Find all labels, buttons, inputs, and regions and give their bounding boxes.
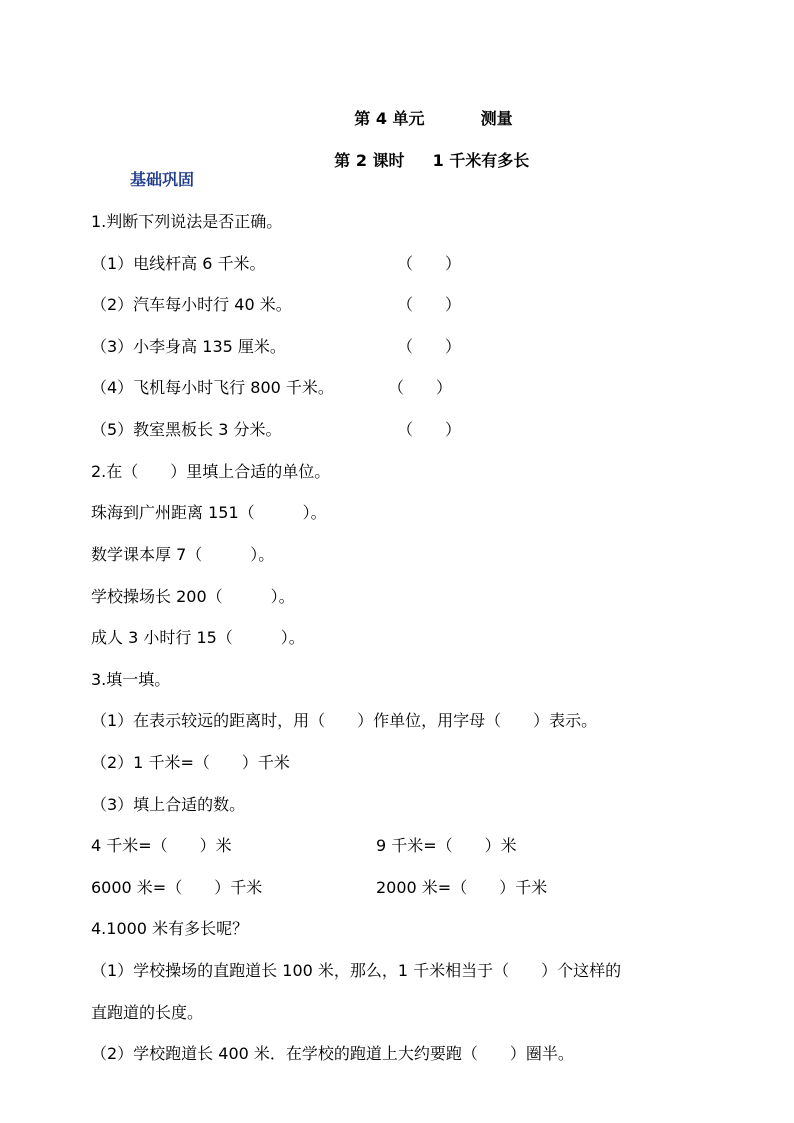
q1-answer-blank[interactable]: （ ） bbox=[397, 295, 462, 314]
lesson-name: 1 千米有多长 bbox=[432, 151, 530, 170]
q3-fill-right: 2000 米=（ ）千米 bbox=[376, 878, 548, 897]
q2-item: 数学课本厚 7（ ）。 bbox=[91, 545, 275, 564]
q1-item: （5）教室黑板长 3 分米。 bbox=[91, 420, 282, 439]
q2-item: 学校操场长 200（ ）。 bbox=[91, 587, 295, 606]
q2-title: 2.在（ ）里填上合适的单位。 bbox=[91, 462, 331, 481]
q3-fill-left: 4 千米=（ ）米 bbox=[91, 836, 232, 855]
unit-name: 测量 bbox=[480, 109, 513, 128]
q1-answer-blank[interactable]: （ ） bbox=[397, 420, 462, 439]
q1-answer-blank[interactable]: （ ） bbox=[388, 378, 453, 397]
q1-answer-blank[interactable]: （ ） bbox=[397, 337, 462, 356]
q2-item: 成人 3 小时行 15（ ）。 bbox=[91, 628, 305, 647]
q1-title: 1.判断下列说法是否正确。 bbox=[91, 212, 283, 231]
q1-item: （4）飞机每小时飞行 800 千米。 bbox=[91, 378, 334, 397]
q4-item: （1）学校操场的直跑道长 100 米，那么，1 千米相当于（ ）个这样的 bbox=[91, 961, 622, 980]
q4-item-continued: 直跑道的长度。 bbox=[91, 1003, 204, 1022]
q3-title: 3.填一填。 bbox=[91, 670, 171, 689]
q3-item: （3）填上合适的数。 bbox=[91, 795, 246, 814]
q3-fill-left: 6000 米=（ ）千米 bbox=[91, 878, 263, 897]
lesson-title bbox=[312, 128, 529, 194]
q3-item: （2）1 千米=（ ）千米 bbox=[91, 753, 290, 772]
q1-item: （1）电线杆高 6 千米。 bbox=[91, 254, 266, 273]
unit-number: 第 4 单元 bbox=[354, 109, 425, 128]
q1-item: （2）汽车每小时行 40 米。 bbox=[91, 295, 292, 314]
q4-title: 4.1000 米有多长呢？ bbox=[91, 919, 249, 938]
q1-item: （3）小李身高 135 厘米。 bbox=[91, 337, 286, 356]
q1-answer-blank[interactable]: （ ） bbox=[397, 254, 462, 273]
q3-item: （1）在表示较远的距离时，用（ ）作单位，用字母（ ）表示。 bbox=[91, 711, 598, 730]
section-heading: 基础巩固 bbox=[130, 170, 195, 189]
q3-fill-right: 9 千米=（ ）米 bbox=[376, 836, 517, 855]
lesson-number: 第 2 课时 bbox=[334, 151, 405, 170]
q4-item: （2）学校跑道长 400 米．在学校的跑道上大约要跑（ ）圈半。 bbox=[91, 1044, 574, 1063]
q2-item: 珠海到广州距离 151（ ）。 bbox=[91, 503, 327, 522]
